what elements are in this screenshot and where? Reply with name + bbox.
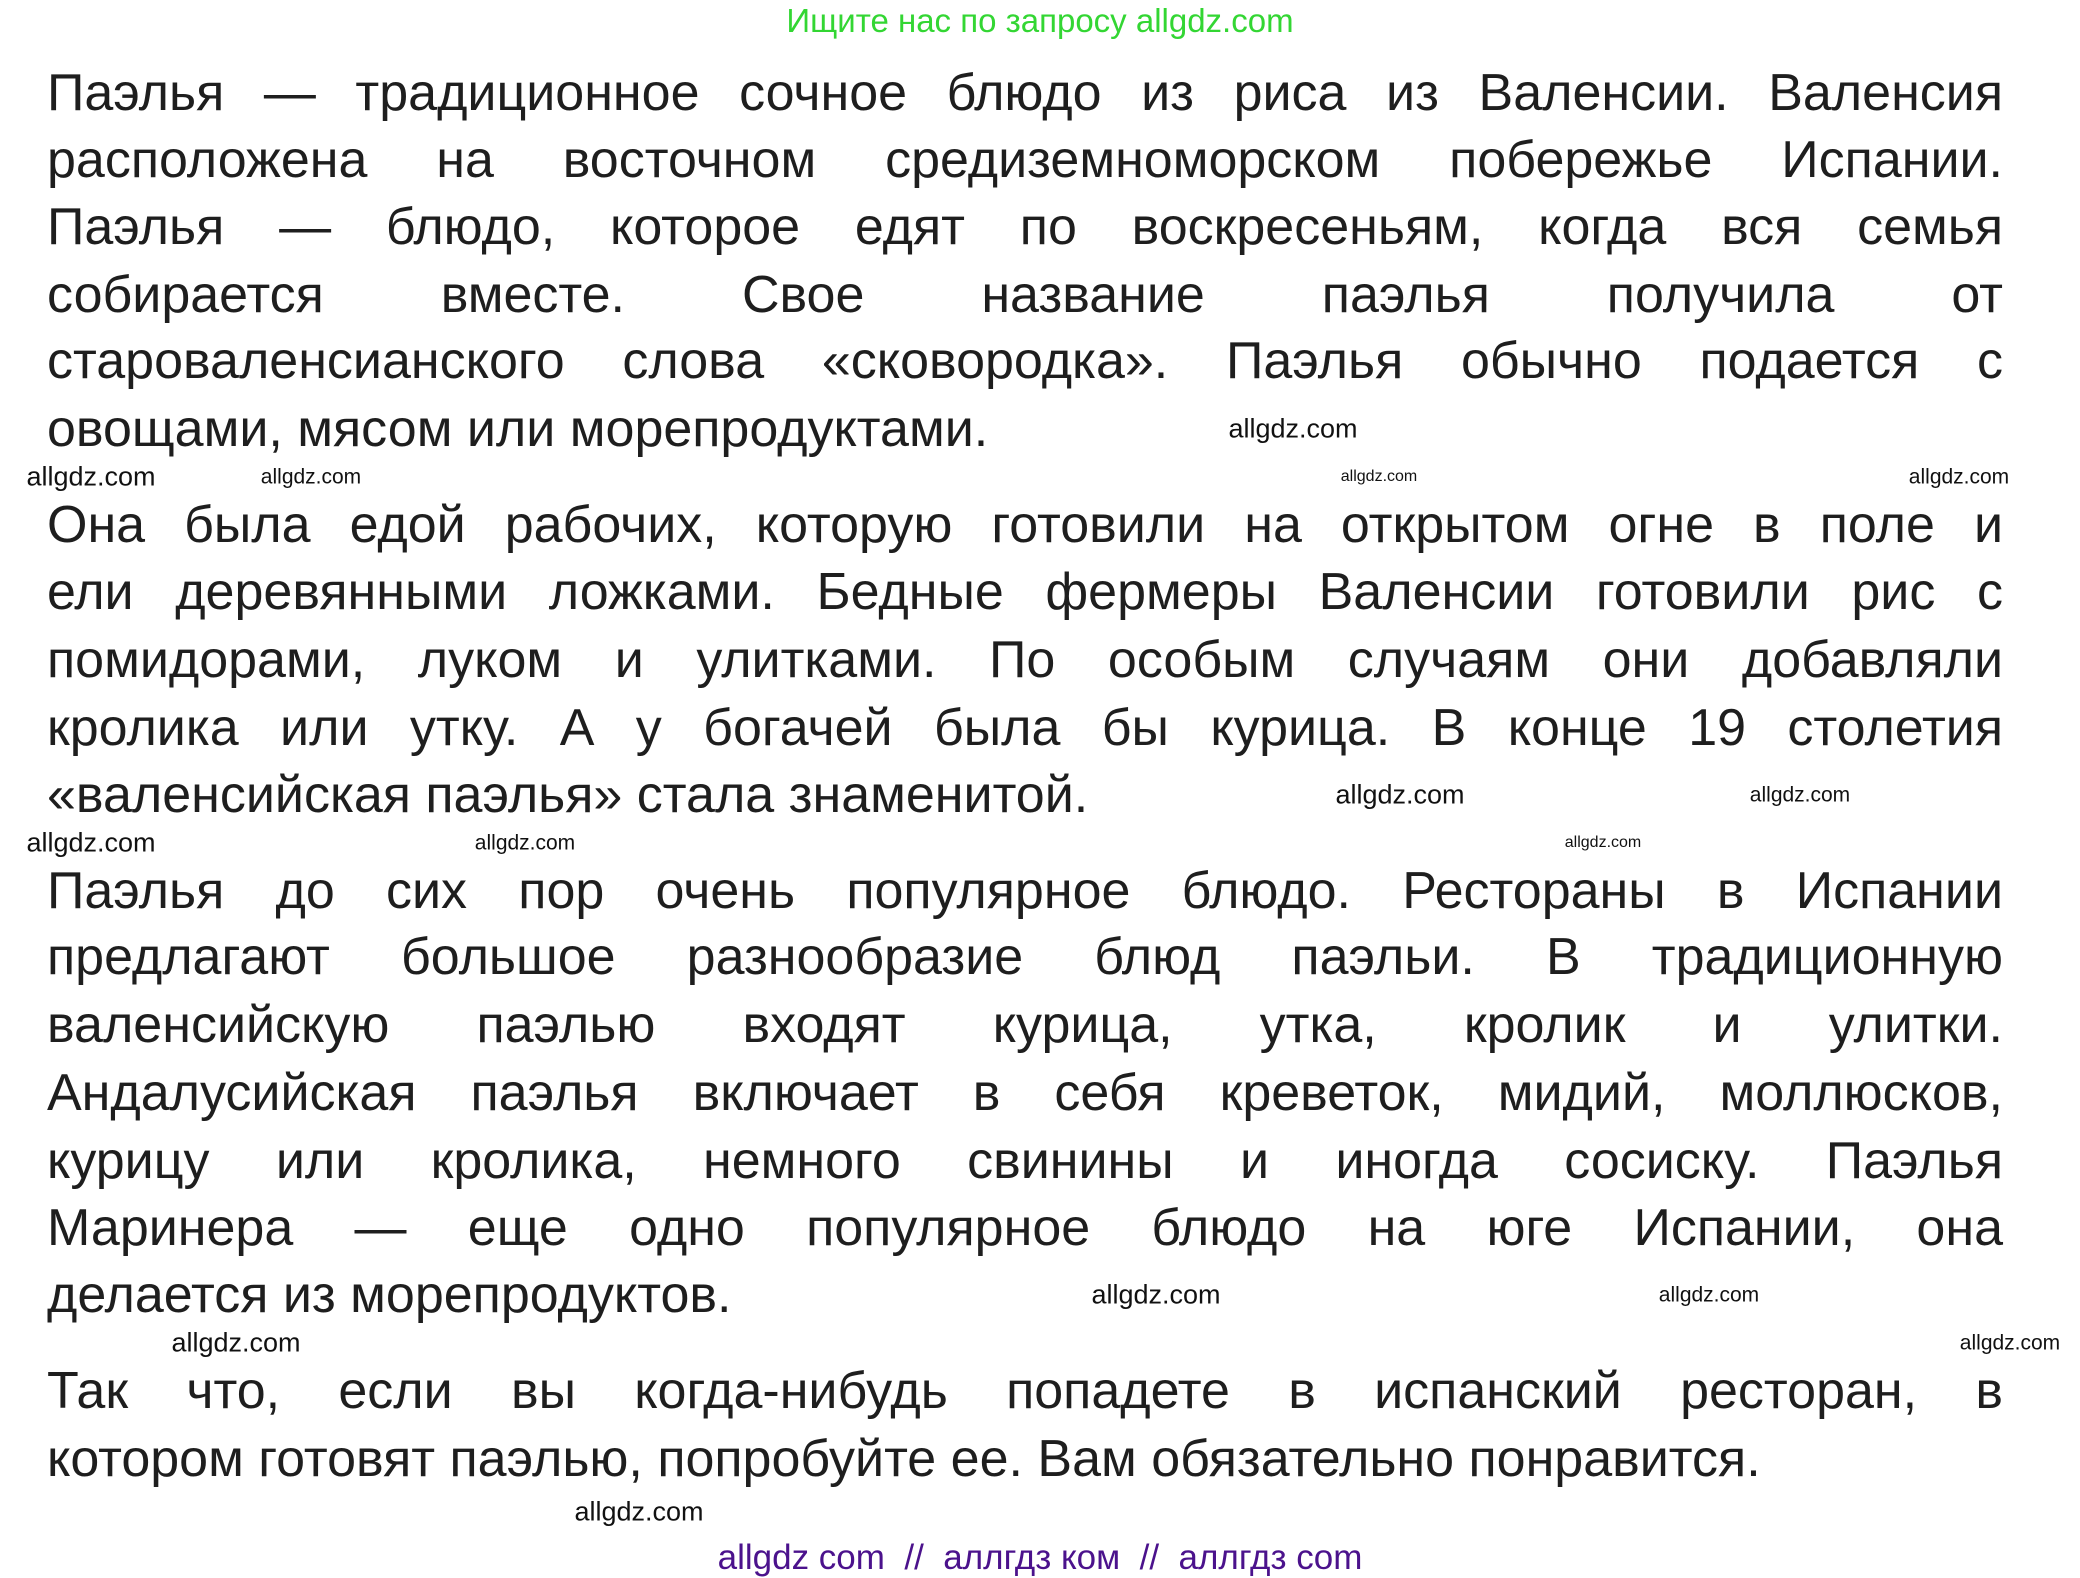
text-line: собирается вместе. Свое название паэлья получила от [47, 266, 2003, 324]
text-line: овощами, мясом или морепродуктами. [47, 400, 989, 458]
search-hint: Ищите нас по запросу allgdz.com [786, 2, 1294, 39]
text-line: делается из морепродуктов. [47, 1266, 732, 1324]
text-line: помидорами, луком и улитками. По особым случаям они добавляли [47, 631, 2003, 689]
text-line: ели деревянными ложками. Бедные фермеры Валенсии готовили рис с [47, 563, 2003, 621]
text-line: Маринера — еще одно популярное блюдо на юге Испании, она [47, 1199, 2003, 1257]
watermark: allgdz.com [1959, 1331, 2061, 1355]
text-line: Паэлья — традиционное сочное блюдо из риса из Валенсии. Валенсия [47, 64, 2003, 122]
watermark: allgdz.com [26, 461, 156, 492]
text-line: предлагают большое разнообразие блюд паэльи. В традиционную [47, 928, 2003, 986]
text-line: котором готовят паэлью, попробуйте ее. Вам обязательно понравится. [47, 1430, 1761, 1488]
text-line: валенсийскую паэлью входят курица, утка, кролик и улитки. [47, 996, 2003, 1054]
watermark: allgdz.com [26, 827, 156, 858]
watermark: allgdz.com [171, 1327, 301, 1358]
text-line: Она была едой рабочих, которую готовили на открытом огне в поле и [47, 496, 2003, 554]
text-line: курицу или кролика, немного свинины и иногда сосиску. Паэлья [47, 1132, 2003, 1190]
text-line: «валенсийская паэлья» стала знаменитой. [47, 766, 1089, 824]
text-line: Паэлья до сих пор очень популярное блюдо. Рестораны в Испании [47, 862, 2003, 920]
footer-links: allgdz com // аллгдз ком // аллгдз com [717, 1538, 1363, 1577]
watermark: allgdz.com [1335, 779, 1465, 810]
text-line: Паэлья — блюдо, которое едят по воскресеньям, когда вся семья [47, 198, 2003, 256]
watermark: allgdz.com [1091, 1279, 1221, 1310]
watermark: allgdz.com [1564, 834, 1642, 851]
watermark: allgdz.com [574, 1496, 704, 1527]
watermark: allgdz.com [474, 831, 576, 855]
watermark: allgdz.com [1908, 465, 2010, 489]
text-line: Так что, если вы когда-нибудь попадете в испанский ресторан, в [47, 1362, 2003, 1420]
watermark: allgdz.com [260, 465, 362, 489]
watermark: allgdz.com [1340, 468, 1418, 485]
watermark: allgdz.com [1228, 413, 1358, 444]
text-line: расположена на восточном средиземноморском побережье Испании. [47, 131, 2003, 189]
watermark: allgdz.com [1658, 1283, 1760, 1307]
watermark: allgdz.com [1749, 783, 1851, 807]
text-line: кролика или утку. А у богачей была бы курица. В конце 19 столетия [47, 699, 2003, 757]
text-line: Андалусийская паэлья включает в себя креветок, мидий, моллюсков, [47, 1064, 2003, 1122]
text-line: староваленсианского слова «сковородка». Паэлья обычно подается с [47, 332, 2003, 390]
